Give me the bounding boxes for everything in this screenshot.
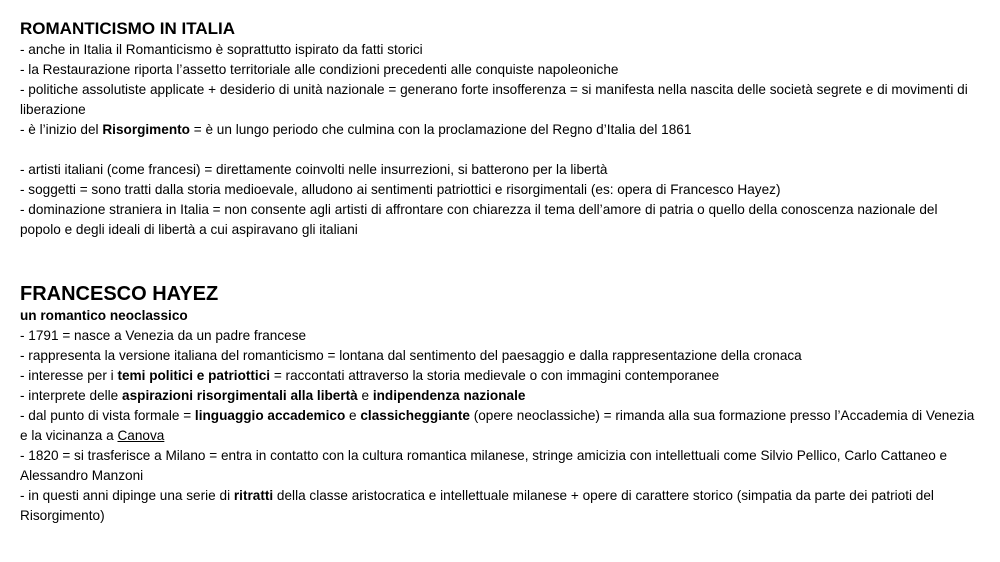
text-line	[20, 406, 980, 446]
bold-term: classicheggiante	[360, 408, 470, 423]
text-fragment: - è l’inizio del	[20, 122, 103, 137]
text-line: - rappresenta la versione italiana del romanticismo = lontana dal sentimento del paesaggio e dalla rappresentazione della cronaca	[20, 348, 802, 363]
text-fragment: - dal punto di vista formale =	[20, 408, 195, 423]
text-line: - la Restaurazione riporta l’assetto territoriale alle condizioni precedenti alle conquiste napoleoniche	[20, 62, 619, 77]
bold-term: linguaggio accademico	[194, 408, 346, 423]
bold-term: ritratti	[233, 488, 274, 503]
bold-term: indipendenza nazionale	[372, 388, 526, 403]
text-fragment: - in questi anni dipinge una serie di	[20, 488, 234, 503]
text-line	[20, 386, 980, 406]
text-fragment: della classe aristocratica e intellettuale milanese + opere di carattere storico (simpatia da parte dei patrioti del Risorgimento)	[20, 488, 934, 523]
text-fragment: e	[357, 388, 373, 403]
text-line: - dominazione straniera in Italia = non consente agli artisti di affrontare con chiarezza il tema dell’amore di patria o quello della conoscenza nazionale del popolo e degli ideali di libertà a cui aspiravano gli italiani	[20, 202, 938, 237]
text-fragment: (opere neoclassiche) = rimanda alla sua formazione presso l’Accademia di Venezia e la vicinanza a	[20, 408, 975, 443]
text-line: - anche in Italia il Romanticismo è soprattutto ispirato da fatti storici	[20, 42, 423, 57]
text-line: - artisti italiani (come francesi) = direttamente coinvolti nelle insurrezioni, si batterono per la libertà	[20, 162, 608, 177]
text-line	[20, 486, 980, 526]
spacer	[20, 240, 980, 282]
slide-content	[20, 18, 980, 526]
canova-link[interactable]: Canova	[117, 428, 165, 443]
text-line-risorgimento	[20, 120, 980, 140]
text-line: - 1791 = nasce a Venezia da un padre francese	[20, 328, 307, 343]
text-fragment: e	[345, 408, 361, 423]
text-fragment: - interprete delle	[20, 388, 123, 403]
bold-term: Risorgimento	[102, 122, 190, 137]
text-line: - soggetti = sono tratti dalla storia medioevale, alludono ai sentimenti patriottici e risorgimentali (es: opera di Francesco Hayez)	[20, 182, 781, 197]
section-title-hayez: FRANCESCO HAYEZ	[20, 283, 219, 305]
text-fragment: - interesse per i	[20, 368, 118, 383]
text-line: - 1820 = si trasferisce a Milano = entra in contatto con la cultura romantica milanese, stringe amicizia con intellettuali come Silvio Pellico, Carlo Cattaneo e Alessandro Manzoni	[20, 448, 948, 483]
spacer	[20, 140, 980, 160]
text-line: - politiche assolutiste applicate + desiderio di unità nazionale = generano forte insofferenza = si manifesta nella nascita delle società segrete e di movimenti di liberazione	[20, 82, 968, 117]
section-title-romanticismo: ROMANTICISMO IN ITALIA	[20, 19, 235, 38]
text-fragment: = raccontati attraverso la storia medievale o con immagini contemporanee	[270, 368, 720, 383]
text-line	[20, 366, 980, 386]
text-fragment: = è un lungo periodo che culmina con la proclamazione del Regno d’Italia del 1861	[189, 122, 692, 137]
bold-term: aspirazioni risorgimentali alla libertà	[122, 388, 358, 403]
section-subtitle: un romantico neoclassico	[20, 308, 188, 323]
bold-term: temi politici e patriottici	[117, 368, 271, 383]
